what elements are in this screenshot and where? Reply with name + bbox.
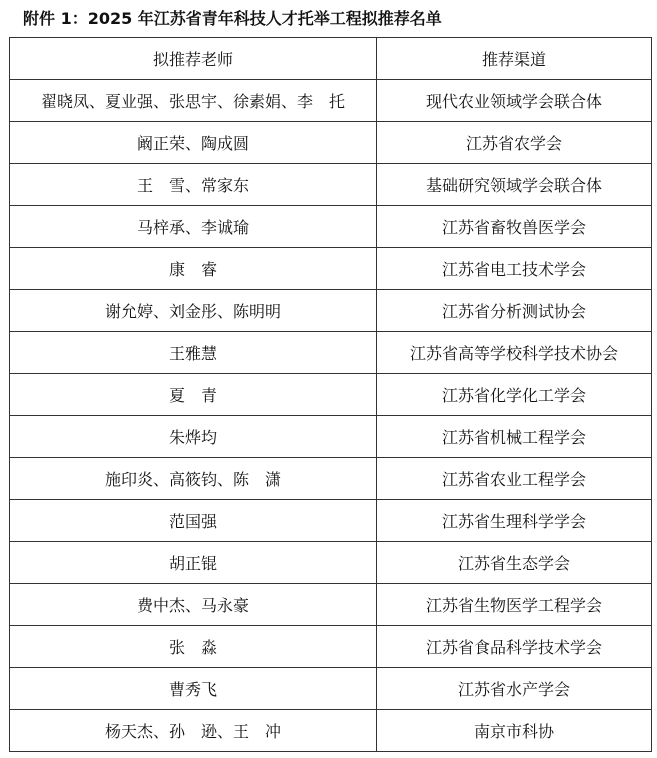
nominee-table — [9, 37, 652, 752]
table-row — [10, 290, 652, 332]
nominee-names-cell: 施印炎、高筱钧、陈 潇 — [10, 458, 377, 500]
channel-cell: 南京市科协 — [377, 710, 652, 752]
nominee-names-cell: 阚正荣、陶成圆 — [10, 122, 377, 164]
channel-cell: 基础研究领域学会联合体 — [377, 164, 652, 206]
table-row — [10, 80, 652, 122]
channel-cell: 江苏省化学化工学会 — [377, 374, 652, 416]
table-row — [10, 374, 652, 416]
channel-cell: 江苏省机械工程学会 — [377, 416, 652, 458]
header-names: 拟推荐老师 — [10, 38, 377, 80]
channel-cell: 现代农业领域学会联合体 — [377, 80, 652, 122]
channel-cell: 江苏省畜牧兽医学会 — [377, 206, 652, 248]
channel-cell: 江苏省生物医学工程学会 — [377, 584, 652, 626]
table-row — [10, 332, 652, 374]
nominee-names-cell: 杨天杰、孙 逊、王 冲 — [10, 710, 377, 752]
channel-cell: 江苏省生态学会 — [377, 542, 652, 584]
nominee-names-cell: 翟晓凤、夏业强、张思宇、徐素娟、李 托 — [10, 80, 377, 122]
table-header-row — [10, 38, 652, 80]
nominee-names-cell: 朱烨均 — [10, 416, 377, 458]
channel-cell: 江苏省农业工程学会 — [377, 458, 652, 500]
table-row — [10, 248, 652, 290]
channel-cell: 江苏省生理科学学会 — [377, 500, 652, 542]
channel-cell: 江苏省高等学校科学技术协会 — [377, 332, 652, 374]
table-row — [10, 626, 652, 668]
table-row — [10, 584, 652, 626]
channel-cell: 江苏省农学会 — [377, 122, 652, 164]
table-body — [10, 80, 652, 752]
nominee-names-cell: 马梓承、李诚瑜 — [10, 206, 377, 248]
table-row — [10, 542, 652, 584]
table-row — [10, 122, 652, 164]
header-channel: 推荐渠道 — [377, 38, 652, 80]
nominee-names-cell: 张 淼 — [10, 626, 377, 668]
nominee-names-cell: 夏 青 — [10, 374, 377, 416]
table-row — [10, 500, 652, 542]
channel-cell: 江苏省分析测试协会 — [377, 290, 652, 332]
nominee-names-cell: 胡正锟 — [10, 542, 377, 584]
table-row — [10, 458, 652, 500]
nominee-names-cell: 谢允婷、刘金彤、陈明明 — [10, 290, 377, 332]
document-title: 附件 1：2025 年江苏省青年科技人才托举工程拟推荐名单 — [23, 9, 442, 28]
table-row — [10, 164, 652, 206]
channel-cell: 江苏省电工技术学会 — [377, 248, 652, 290]
table-row — [10, 416, 652, 458]
nominee-names-cell: 康 睿 — [10, 248, 377, 290]
channel-cell: 江苏省食品科学技术学会 — [377, 626, 652, 668]
nominee-names-cell: 曹秀飞 — [10, 668, 377, 710]
channel-cell: 江苏省水产学会 — [377, 668, 652, 710]
nominee-names-cell: 王雅慧 — [10, 332, 377, 374]
table-row — [10, 710, 652, 752]
nominee-names-cell: 费中杰、马永豪 — [10, 584, 377, 626]
nominee-names-cell: 范国强 — [10, 500, 377, 542]
table-row — [10, 206, 652, 248]
nominee-names-cell: 王 雪、常家东 — [10, 164, 377, 206]
table-row — [10, 668, 652, 710]
